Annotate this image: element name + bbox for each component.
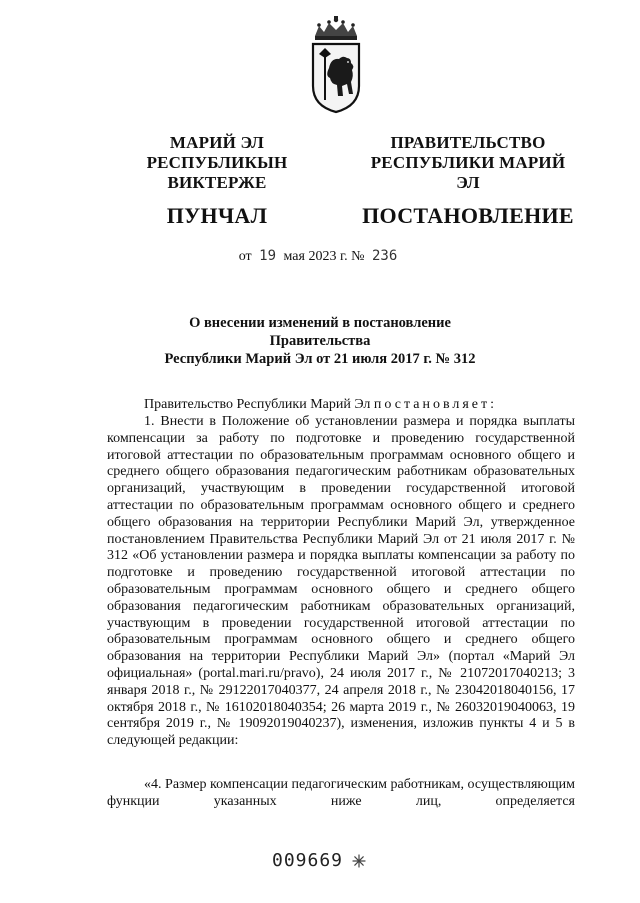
document-subject [140,314,500,368]
paragraph-1-text: 1. Внести в Положение об установлении размера и порядка выплаты компенсации за работу по подготовке и проведению государственной итоговой аттестации по образовательным программам основного общего и среднего общего образования педагогическим работникам образовательных организаций, участвующим в проведении государственной итоговой аттестации по образовательным программам основного общего и среднего общего образования на территории Республики Марий Эл, утвержденное постановлением Правительства Республики Марий Эл от 21 июля 2017 г. № 312 «Об установлении размера и порядка выплаты компенсации за работу по подготовке и проведению государственной итоговой аттестации по образовательным программам основного общего и среднего общего образования педагогическим работникам образовательных организаций, участвующим в проведении государственной итоговой аттестации по образовательным программам основного общего и среднего общего образования на территории Республики Марий Эл» (портал «Марий Эл официальная» (portal.mari.ru/pravo), 24 июля 2017 г., № 21072017040213; 3 января 2018 г., № 29122017040377, 24 апреля 2018 г., № 23042018040156, 17 октября 2018 г., № 16102018040354; 26 марта 2019 г., № 26032019040063, 19 сентября 2019 г., № 19092019040237), изменения, изложив пункты 4 и 5 в следующей редакции: [107,414,575,749]
header-right-title: ПОСТАНОВЛЕНИЕ [362,203,574,228]
header-left-title: ПУНЧАЛ [166,203,268,228]
date-from-label: от [238,249,252,264]
paragraph-1 [107,414,575,750]
header-right-line1: ПРАВИТЕЛЬСТВО [390,133,546,152]
header-right-block [358,133,578,229]
header-left-line2: ВИКТЕРЖЕ [167,173,267,192]
quote-text: «4. Размер компенсации педагогическим работникам, осуществляющим функции указанных ниже лиц, определяется [107,777,575,809]
subject-line1: О внесении изменений в постановление Правительства [189,315,451,349]
header-left-line1: МАРИЙ ЭЛ РЕСПУБЛИКЫН [146,133,288,172]
document-number: 236 [371,248,398,264]
header-right-line2: РЕСПУБЛИКИ МАРИЙ ЭЛ [370,153,566,192]
intro-verb: постановляет: [373,397,498,412]
intro-lead: Правительство Республики Марий Эл [144,397,371,412]
snowflake-mark-icon [352,854,366,868]
quoted-paragraph-start [107,777,575,811]
subject-line2: Республики Марий Эл от 21 июля 2017 г. № 312 [164,351,476,367]
coat-of-arms-icon [305,14,367,114]
date-day: 19 [259,248,277,264]
crown-icon [315,16,357,40]
intro-paragraph [107,397,575,414]
date-month-year: мая 2023 г. № [283,249,365,264]
header-left-block [102,133,332,229]
page-serial-number: 009669 [272,850,344,871]
document-date-line [0,248,640,265]
